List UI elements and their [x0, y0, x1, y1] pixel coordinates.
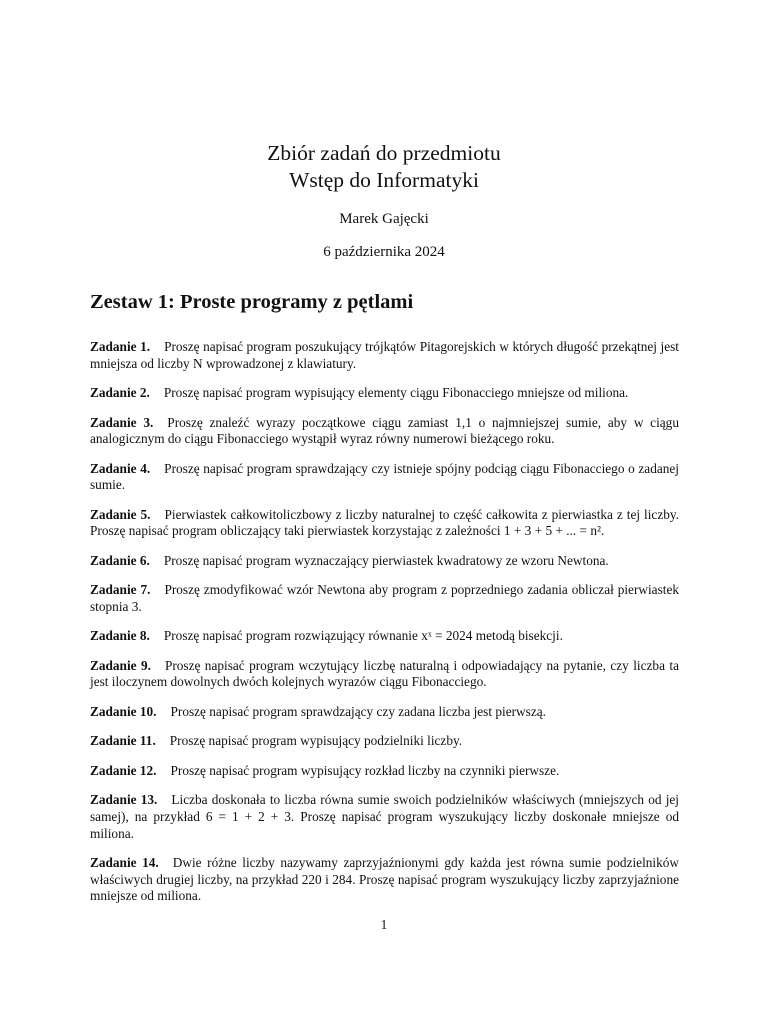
- task-text: Liczba doskonała to liczba równa sumie swoich podzielników właściwych (mniejszych od jej samej), na przykład 6 = 1 + 2 + 3. Proszę napisać program wyszukujący liczby doskonałe mniejsze od miliona.: [90, 792, 680, 841]
- task-list: [90, 339, 679, 918]
- task-text: Proszę napisać program wczytujący liczbę naturalną i odpowiadający na pytanie, czy liczba ta jest iloczynem dowolnych dwóch kolejnych wyrazów ciągu Fibonacciego.: [90, 657, 679, 690]
- task-label: Zadanie 8.: [90, 628, 150, 644]
- task-text: Proszę napisać program sprawdzający czy zadana liczba jest pierwszą.: [170, 703, 546, 719]
- task-label: Zadanie 10.: [90, 703, 157, 719]
- task-3: [90, 415, 679, 448]
- task-4: [90, 461, 679, 494]
- task-6: [90, 553, 679, 570]
- task-label: Zadanie 6.: [90, 552, 150, 568]
- task-text: Proszę znaleźć wyrazy początkowe ciągu zamiast 1,1 o najmniejszej sumie, aby w ciągu analogicznym do ciągu Fibonacciego wystąpił wyraz równy numerowi bieżącego roku.: [90, 414, 679, 447]
- task-label: Zadanie 5.: [90, 506, 151, 522]
- task-13: [90, 792, 679, 842]
- title-line-1: Zbiór zadań do przedmiotu: [267, 141, 501, 165]
- date: 6 października 2024: [323, 244, 445, 260]
- task-12: [90, 763, 679, 780]
- task-text: Proszę napisać program rozwiązujący równanie xˣ = 2024 metodą bisekcji.: [163, 628, 563, 644]
- task-text: Proszę napisać program wypisujący elementy ciągu Fibonacciego mniejsze od miliona.: [163, 385, 629, 401]
- task-text: Proszę zmodyfikować wzór Newtona aby program z poprzedniego zadania obliczał pierwiastek stopnia 3.: [90, 582, 679, 614]
- task-8: [90, 628, 679, 645]
- task-text: Dwie różne liczby nazywamy zaprzyjaźnionymi gdy każda jest równa sumie podzielników właściwych drugiej liczby, na przykład 220 i 284. Proszę napisać program wyszukujący liczby zaprzyjaźnione mniejsze od miliona.: [90, 855, 680, 904]
- task-label: Zadanie 12.: [90, 762, 157, 778]
- task-label: Zadanie 9.: [90, 657, 151, 673]
- task-7: [90, 582, 679, 615]
- task-text: Proszę napisać program wypisujący podzielniki liczby.: [169, 733, 463, 749]
- task-11: [90, 733, 679, 750]
- author: Marek Gajęcki: [339, 211, 429, 227]
- task-text: Proszę napisać program sprawdzający czy istnieje spójny podciąg ciągu Fibonacciego o zadanej sumie.: [90, 460, 679, 493]
- task-2: [90, 385, 679, 402]
- task-label: Zadanie 3.: [90, 414, 154, 430]
- section-title: Zestaw 1: Proste programy z pętlami: [90, 291, 414, 313]
- document-title: [0, 140, 768, 194]
- task-label: Zadanie 7.: [90, 582, 151, 598]
- task-label: Zadanie 1.: [90, 339, 151, 354]
- task-9: [90, 658, 679, 691]
- title-line-2: Wstęp do Informatyki: [289, 168, 479, 192]
- task-10: [90, 704, 679, 721]
- task-1: [90, 339, 679, 372]
- task-label: Zadanie 4.: [90, 460, 151, 476]
- task-label: Zadanie 14.: [90, 855, 159, 871]
- task-text: Proszę napisać program wypisujący rozkład liczby na czynniki pierwsze.: [170, 762, 560, 778]
- task-label: Zadanie 11.: [90, 733, 156, 749]
- task-label: Zadanie 13.: [90, 792, 158, 808]
- page-number: 1: [380, 917, 388, 932]
- task-5: [90, 507, 679, 540]
- task-text: Proszę napisać program poszukujący trójkątów Pitagorejskich w których długość przekątnej jest mniejsza od liczby N wprowadzonej z klawiatury.: [90, 339, 679, 371]
- task-text: Pierwiastek całkowitoliczbowy z liczby naturalnej to część całkowita z pierwiastka z tej liczby. Proszę napisać program obliczający taki pierwiastek korzystając z zależności 1 + 3 + 5 + ... = n².: [90, 506, 679, 539]
- task-label: Zadanie 2.: [90, 385, 150, 401]
- task-14: [90, 855, 679, 905]
- task-text: Proszę napisać program wyznaczający pierwiastek kwadratowy ze wzoru Newtona.: [163, 552, 609, 568]
